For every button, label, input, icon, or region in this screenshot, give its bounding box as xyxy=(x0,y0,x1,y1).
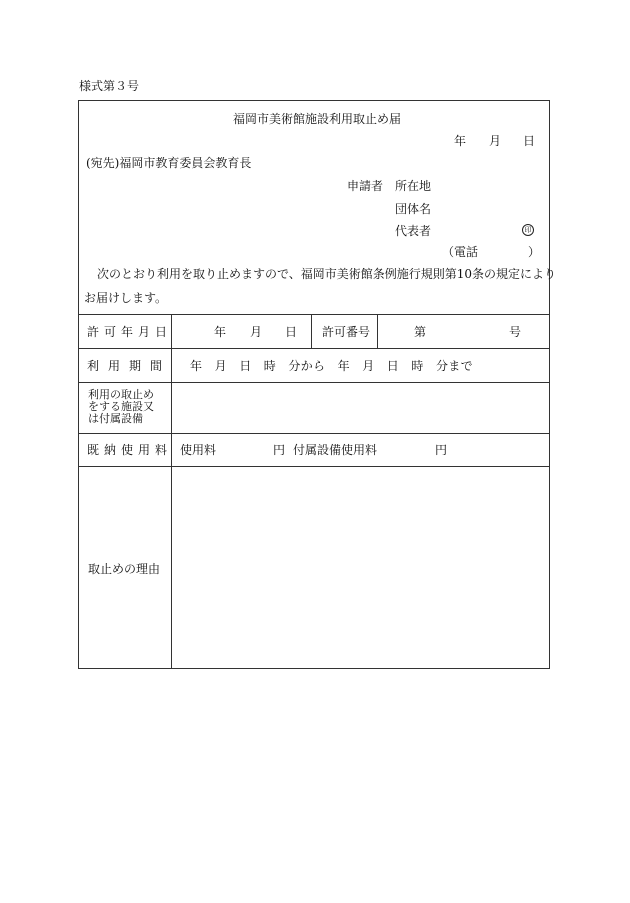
form-title: 福岡市美術館施設利用取止め届 xyxy=(233,112,402,126)
usage-period-label: 利用期間 xyxy=(87,359,172,373)
form-frame xyxy=(78,100,550,669)
cell-divider xyxy=(377,314,378,348)
facility-label-line: は付属設備 xyxy=(88,412,143,425)
usage-fee-label: 使用料 xyxy=(180,443,217,457)
row-divider xyxy=(78,433,550,434)
row-divider xyxy=(78,382,550,383)
representative-label: 代表者 xyxy=(395,224,432,238)
usage-period-value: 年 月 日 時 分から 年 月 日 時 分まで xyxy=(190,359,473,373)
cancellation-reason-label: 取止めの理由 xyxy=(88,562,161,576)
facility-label-line: をする施設又 xyxy=(88,400,154,413)
cell-divider xyxy=(311,314,312,348)
permit-number-suffix: 号 xyxy=(509,325,522,339)
phone-label: （電話 xyxy=(442,245,479,259)
body-text-line2: お届けします。 xyxy=(84,291,168,305)
date-year: 年 xyxy=(454,134,467,148)
facility-label-line: 利用の取止め xyxy=(88,388,154,401)
equipment-fee-unit: 円 xyxy=(435,443,448,457)
seal-icon: 印 xyxy=(522,224,534,236)
permit-year: 年 xyxy=(214,325,227,339)
row-divider xyxy=(78,348,550,349)
phone-close-paren: ） xyxy=(528,245,541,259)
address-label: 所在地 xyxy=(395,179,432,193)
addressee: (宛先)福岡市教育委員会教育長 xyxy=(86,156,252,170)
group-name-label: 団体名 xyxy=(395,202,432,216)
date-day: 日 xyxy=(523,134,536,148)
fees-paid-label: 既納使用料 xyxy=(87,443,173,457)
row-divider xyxy=(78,466,550,467)
permit-day: 日 xyxy=(285,325,298,339)
label-column-divider xyxy=(171,314,172,669)
table-top-line xyxy=(78,314,550,315)
form-number: 様式第３号 xyxy=(79,79,140,93)
permit-month: 月 xyxy=(250,325,263,339)
date-month: 月 xyxy=(489,134,502,148)
applicant-label: 申請者 xyxy=(347,179,384,193)
equipment-fee-label: 付属設備使用料 xyxy=(293,443,378,457)
facility-label xyxy=(88,389,168,425)
permit-date-label: 許可年月日 xyxy=(87,325,173,339)
body-text-line1: 次のとおり利用を取り止めますので、福岡市美術館条例施行規則第10条の規定により xyxy=(97,267,557,281)
usage-fee-unit: 円 xyxy=(273,443,286,457)
permit-number-prefix: 第 xyxy=(414,325,427,339)
permit-number-label: 許可番号 xyxy=(322,325,371,339)
